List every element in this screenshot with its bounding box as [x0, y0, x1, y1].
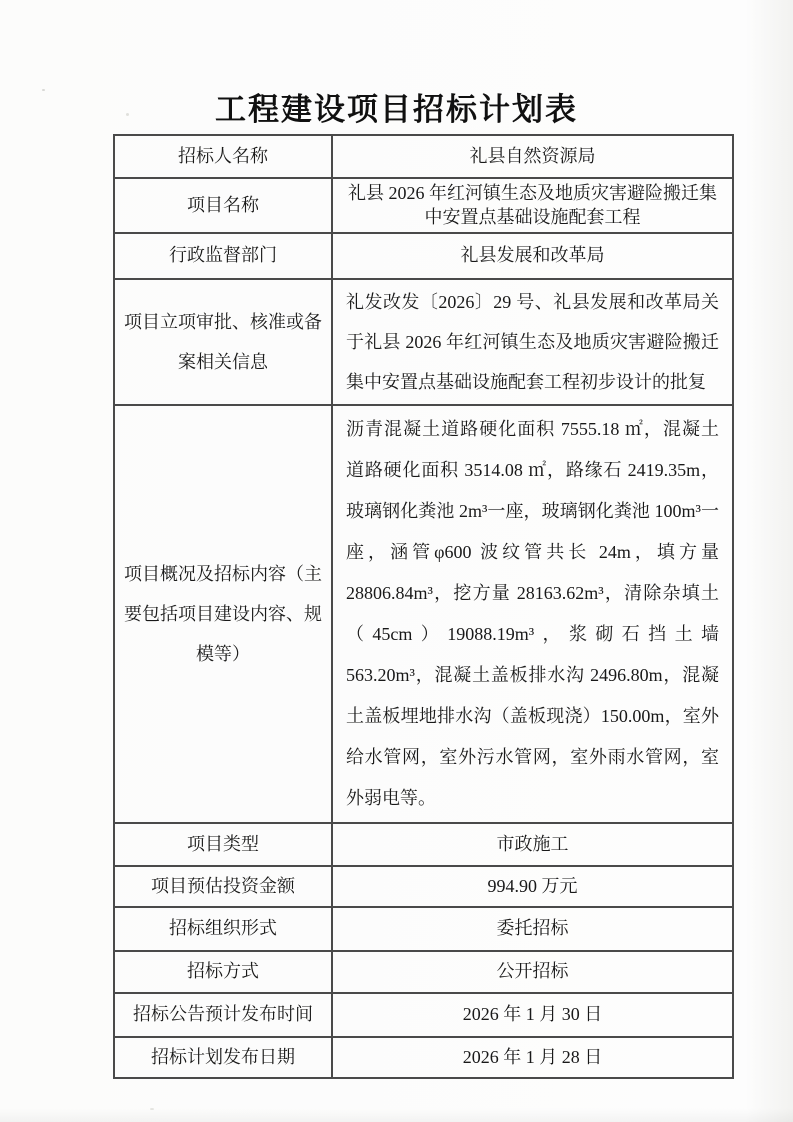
table-row-project-name [114, 178, 733, 233]
row-value: 994.90 万元 [332, 866, 733, 907]
table-row-project-type [114, 823, 733, 866]
row-label: 项目概况及招标内容（主要包括项目建设内容、规模等） [114, 405, 332, 823]
table-row-estimated-investment [114, 866, 733, 907]
scan-speck [150, 1108, 154, 1110]
row-value: 公开招标 [332, 951, 733, 993]
table-row-bidding-organization-form [114, 907, 733, 951]
table-row-announcement-expected-date [114, 993, 733, 1037]
table-row-project-overview [114, 405, 733, 823]
row-value: 礼县自然资源局 [332, 135, 733, 178]
row-value: 礼发改发〔2026〕29 号、礼县发展和改革局关于礼县 2026 年红河镇生态及地质灾害避险搬迁集中安置点基础设施配套工程初步设计的批复 [332, 279, 733, 405]
row-value: 礼县 2026 年红河镇生态及地质灾害避险搬迁集中安置点基础设施配套工程 [332, 178, 733, 233]
table-row-supervision-dept [114, 233, 733, 279]
row-label: 招标方式 [114, 951, 332, 993]
row-label: 招标组织形式 [114, 907, 332, 951]
row-label: 招标公告预计发布时间 [114, 993, 332, 1037]
table-row-bidder-name [114, 135, 733, 178]
row-value: 2026 年 1 月 30 日 [332, 993, 733, 1037]
table-row-bidding-method [114, 951, 733, 993]
row-label: 招标人名称 [114, 135, 332, 178]
page-title: 工程建设项目招标计划表 [215, 92, 578, 127]
row-label: 项目名称 [114, 178, 332, 233]
row-value: 沥青混凝土道路硬化面积 7555.18 ㎡，混凝土道路硬化面积 3514.08 ㎡，路缘石 2419.35m，玻璃钢化粪池 2m³一座，玻璃钢化粪池 100m³一座，涵管φ600 波纹管共长 24m，填方量 28806.84m³，挖方量 28163.62m³，清除杂填土（45cm）19088.19m³，浆砌石挡土墙 563.20m³，混凝土盖板排水沟 2496.80m，混凝土盖板埋地排水沟（盖板现浇）150.00m，室外给水管网，室外污水管网，室外雨水管网，室外弱电等。 [332, 405, 733, 823]
row-value: 礼县发展和改革局 [332, 233, 733, 279]
row-value: 2026 年 1 月 28 日 [332, 1037, 733, 1078]
row-value: 委托招标 [332, 907, 733, 951]
bidding-plan-table [113, 134, 734, 1079]
row-label: 行政监督部门 [114, 233, 332, 279]
row-label: 招标计划发布日期 [114, 1037, 332, 1078]
table-row-plan-release-date [114, 1037, 733, 1078]
row-label: 项目预估投资金额 [114, 866, 332, 907]
row-value: 市政施工 [332, 823, 733, 866]
table-row-approval-info [114, 279, 733, 405]
row-label: 项目类型 [114, 823, 332, 866]
row-label: 项目立项审批、核准或备案相关信息 [114, 279, 332, 405]
